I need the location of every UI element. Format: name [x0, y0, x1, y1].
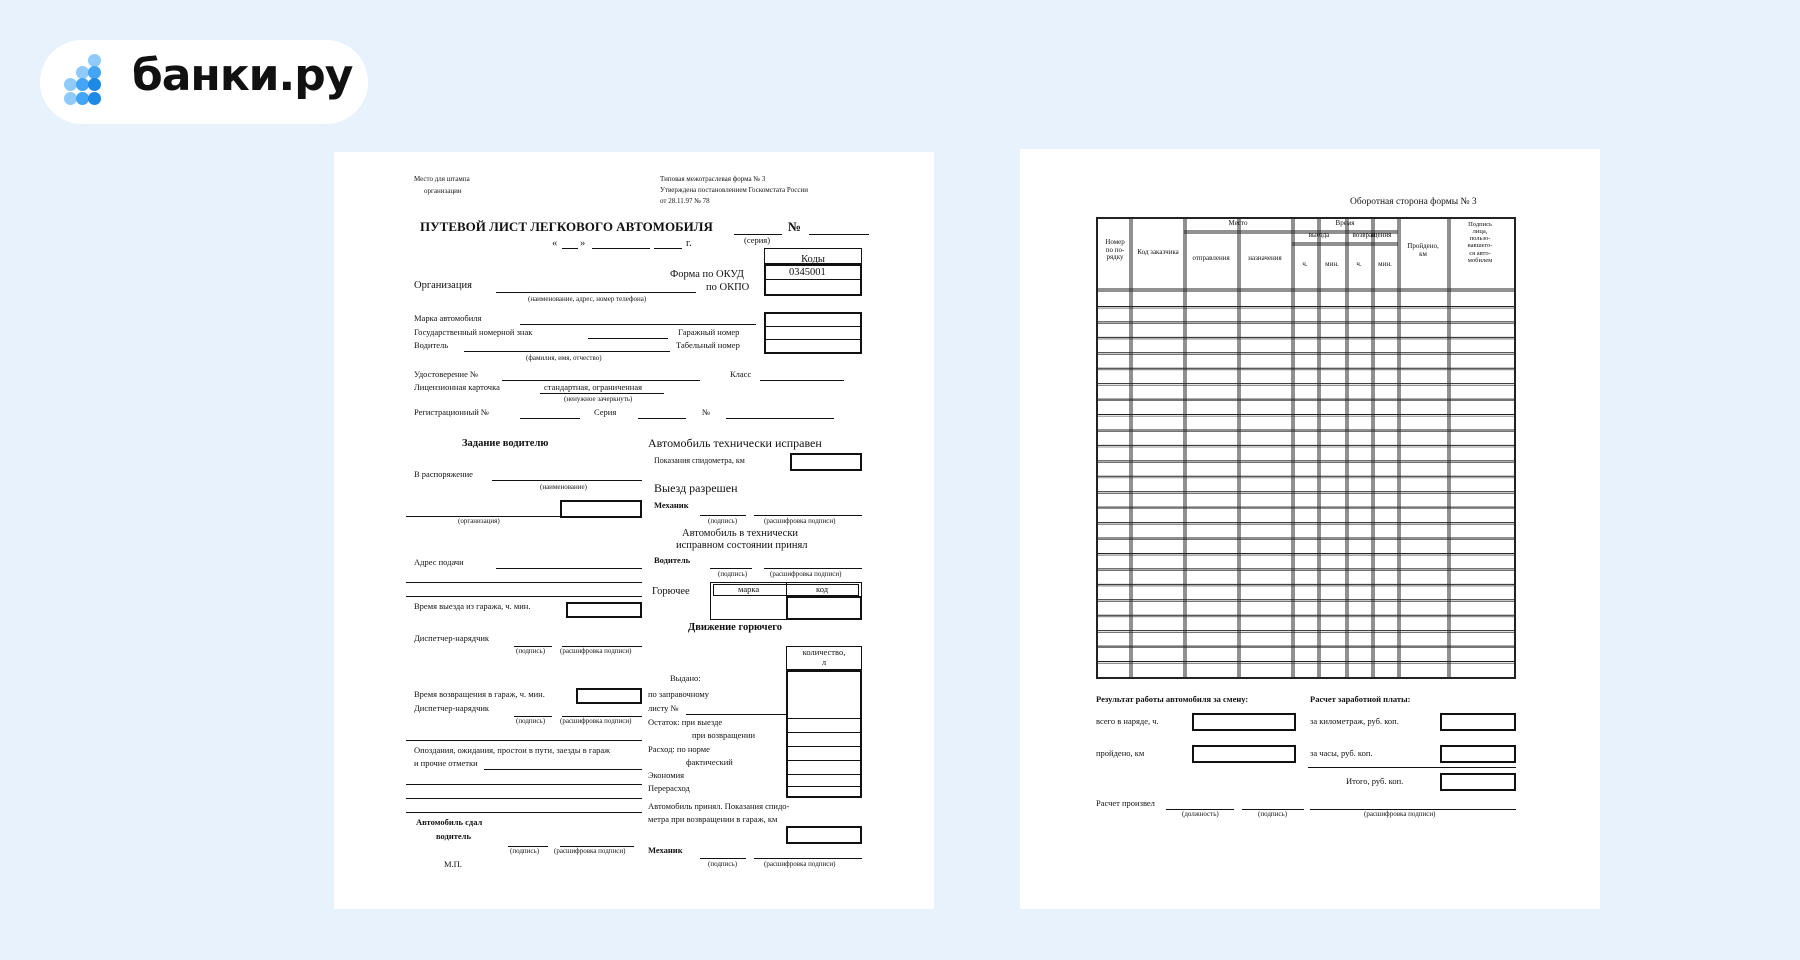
fuel-row-8: Перерасход	[648, 783, 690, 793]
mechanic-label-2: Механик	[648, 845, 683, 855]
disposal-label: В распоряжение	[414, 469, 473, 479]
car-brand-label: Марка автомобиля	[414, 313, 482, 323]
fuel-row-1: по заправочному	[648, 689, 710, 699]
license-label: Удостоверение №	[414, 369, 479, 379]
th-return: возвращения	[1352, 231, 1392, 239]
fuel-quantity-box	[786, 670, 862, 798]
class-label: Класс	[730, 369, 752, 379]
year-suffix: г.	[686, 238, 692, 249]
odometer-box	[790, 453, 862, 471]
stamp-mp: М.П.	[444, 859, 462, 869]
th-distance: Пройдено, км	[1407, 242, 1439, 258]
logo-dot	[88, 92, 101, 105]
series-hint: (серия)	[744, 235, 771, 245]
fuel-row-3: Остаток: при выезде	[648, 717, 723, 727]
accepted-return-1: Автомобиль принял. Показания спидо-	[648, 801, 790, 811]
date-quote-close: »	[580, 238, 586, 249]
th-time: Время	[1335, 219, 1355, 227]
th-signature: Подпись лица, пользо- вавшего- ся авто- мобилем	[1467, 221, 1493, 264]
dispatcher-sign-hint-1: (подпись)	[516, 647, 546, 655]
mechanic-sign-hint-2: (подпись)	[708, 860, 738, 868]
org-code-box	[560, 500, 642, 518]
org-hint: (организация)	[458, 517, 500, 525]
exit-allowed: Выезд разрешен	[654, 481, 738, 495]
form-note-3: от 28.11.97 № 78	[660, 197, 710, 205]
dispatcher-sign-hint-2: (подпись)	[516, 717, 546, 725]
dispatcher-label-2: Диспетчер-нарядчик	[414, 703, 490, 713]
delays-label-2: и прочие отметки	[414, 758, 478, 768]
th-number: Номер по по- рядку	[1105, 238, 1125, 262]
logo-dots-icon	[64, 54, 120, 110]
position-hint: (должность)	[1182, 810, 1219, 818]
quantity-header: количество, л	[786, 646, 862, 670]
delays-label-1: Опоздания, ожидания, простои в пути, заезды в гараж	[414, 745, 610, 755]
for-hours-label: за часы, руб. коп.	[1310, 748, 1373, 758]
car-codes-box	[764, 312, 862, 354]
logo-text: банки.ру	[132, 50, 353, 101]
fuel-row-5: Расход: по норме	[648, 744, 710, 754]
accept-sign-hint: (подпись)	[718, 570, 748, 578]
license-card-hint: (ненужное зачеркнуть)	[564, 395, 633, 403]
driver-bold-label: Водитель	[654, 555, 691, 565]
fuel-row-2: листу №	[648, 703, 679, 713]
fuel-label: Горючее	[652, 586, 690, 597]
th-minutes-2: мин.	[1378, 260, 1392, 268]
mechanic-decode-hint-1: (расшифровка подписи)	[764, 517, 836, 525]
mileage-box	[1440, 713, 1516, 731]
handed-decode-hint: (расшифровка подписи)	[554, 847, 626, 855]
th-customer-code: Код заказчика	[1137, 248, 1179, 256]
result-title: Результат работы автомобиля за смену:	[1096, 694, 1249, 704]
fuel-row-4: при возвращении	[692, 730, 756, 740]
departure-time-box	[566, 602, 642, 618]
in-order-box	[1192, 713, 1296, 731]
stamp-place-1: Место для штампа	[414, 175, 470, 183]
mechanic-sign-hint-1: (подпись)	[708, 517, 738, 525]
form-title: ПУТЕВОЙ ЛИСТ ЛЕГКОВОГО АВТОМОБИЛЯ	[420, 219, 713, 234]
fuel-movement-title: Движение горючего	[688, 622, 783, 633]
mechanic-label-1: Механик	[654, 500, 689, 510]
disposal-hint: (наименование)	[540, 483, 587, 491]
okud-value: 0345001	[789, 267, 826, 278]
fuel-code: код	[816, 584, 829, 594]
dispatcher-decode-hint-1: (расшифровка подписи)	[560, 647, 632, 655]
waybill-front-page	[334, 152, 934, 909]
mechanic-decode-hint-2: (расшифровка подписи)	[764, 860, 836, 868]
calc-decode-hint: (расшифровка подписи)	[1364, 810, 1436, 818]
th-destination: назначения	[1248, 254, 1282, 262]
odometer-label: Показания спидометра, км	[654, 456, 745, 465]
th-exit: выезда	[1308, 231, 1330, 239]
th-minutes-1: мин.	[1325, 260, 1339, 268]
organization-label: Организация	[414, 280, 472, 291]
no-label: №	[702, 407, 711, 417]
return-odometer-box	[786, 826, 862, 844]
driver-hint: (фамилия, имя, отчество)	[526, 354, 602, 362]
for-mileage-label: за километраж, руб. коп.	[1310, 716, 1399, 726]
tab-number-label: Табельный номер	[676, 340, 740, 350]
th-departure: отправления	[1192, 254, 1230, 262]
car-handed-label-2: водитель	[436, 831, 471, 841]
dispatcher-decode-hint-2: (расшифровка подписи)	[560, 717, 632, 725]
series-label: Серия	[594, 407, 617, 417]
fuel-row-6: фактический	[686, 757, 733, 767]
th-hours-1: ч.	[1302, 260, 1308, 268]
fuel-code-box	[786, 596, 862, 620]
accept-decode-hint: (расшифровка подписи)	[770, 570, 842, 578]
accepted-title-1: Автомобиль в технически	[682, 528, 799, 539]
departure-time-label: Время выезда из гаража, ч. мин.	[414, 601, 531, 611]
okud-label: Форма по ОКУД	[670, 269, 744, 280]
reg-plate-label: Государственный номерной знак	[414, 327, 533, 337]
codes-header: Коды	[764, 248, 862, 264]
form-note-2: Утверждена постановлением Госкомстата России	[660, 186, 808, 194]
number-sign: №	[788, 219, 802, 234]
fuel-brand: марка	[738, 584, 760, 594]
organization-hint: (наименование, адрес, номер телефона)	[528, 295, 647, 303]
license-card-label: Лицензионная карточка	[414, 382, 500, 392]
fuel-row-7: Экономия	[648, 770, 685, 780]
back-header: Оборотная сторона формы № 3	[1350, 197, 1477, 207]
logo-dot	[88, 78, 101, 91]
address-label: Адрес подачи	[414, 557, 464, 567]
return-time-label: Время возвращения в гараж, ч. мин.	[414, 689, 545, 699]
salary-title: Расчет заработной платы:	[1310, 694, 1411, 704]
tech-ok: Автомобиль технически исправен	[648, 436, 822, 450]
license-card-value: стандартная, ограниченная	[544, 382, 643, 392]
car-handed-label-1: Автомобиль сдал	[416, 817, 483, 827]
accepted-title-2: исправном состоянии принял	[676, 540, 808, 551]
stamp-place-2: организации	[424, 187, 462, 195]
total-box	[1440, 773, 1516, 791]
handed-sign-hint: (подпись)	[510, 847, 540, 855]
calc-sign-hint: (подпись)	[1258, 810, 1288, 818]
banki-logo[interactable]	[40, 40, 368, 124]
issued-label: Выдано:	[670, 673, 701, 683]
dispatcher-label-1: Диспетчер-нарядчик	[414, 633, 490, 643]
calc-by-label: Расчет произвел	[1096, 798, 1155, 808]
trips-grid	[1098, 219, 1514, 677]
okpo-label: по ОКПО	[706, 282, 750, 293]
th-place: Место	[1228, 219, 1248, 227]
total-label: Итого, руб. коп.	[1346, 776, 1404, 786]
accepted-return-2: метра при возвращении в гараж, км	[648, 814, 778, 824]
garage-number-label: Гаражный номер	[678, 327, 740, 337]
trips-table	[1096, 217, 1516, 679]
driver-label: Водитель	[414, 340, 449, 350]
distance-box	[1192, 745, 1296, 763]
task-title: Задание водителю	[462, 438, 549, 449]
return-time-box	[576, 688, 642, 704]
in-order-label: всего в наряде, ч.	[1096, 716, 1159, 726]
reg-no-label: Регистрационный №	[414, 407, 489, 417]
distance-label: пройдено, км	[1096, 748, 1145, 758]
th-hours-2: ч.	[1356, 260, 1362, 268]
waybill-back-page	[1020, 149, 1600, 909]
form-note-1: Типовая межотраслевая форма № 3	[660, 175, 766, 183]
date-quote-open: «	[552, 238, 558, 249]
hours-box	[1440, 745, 1516, 763]
